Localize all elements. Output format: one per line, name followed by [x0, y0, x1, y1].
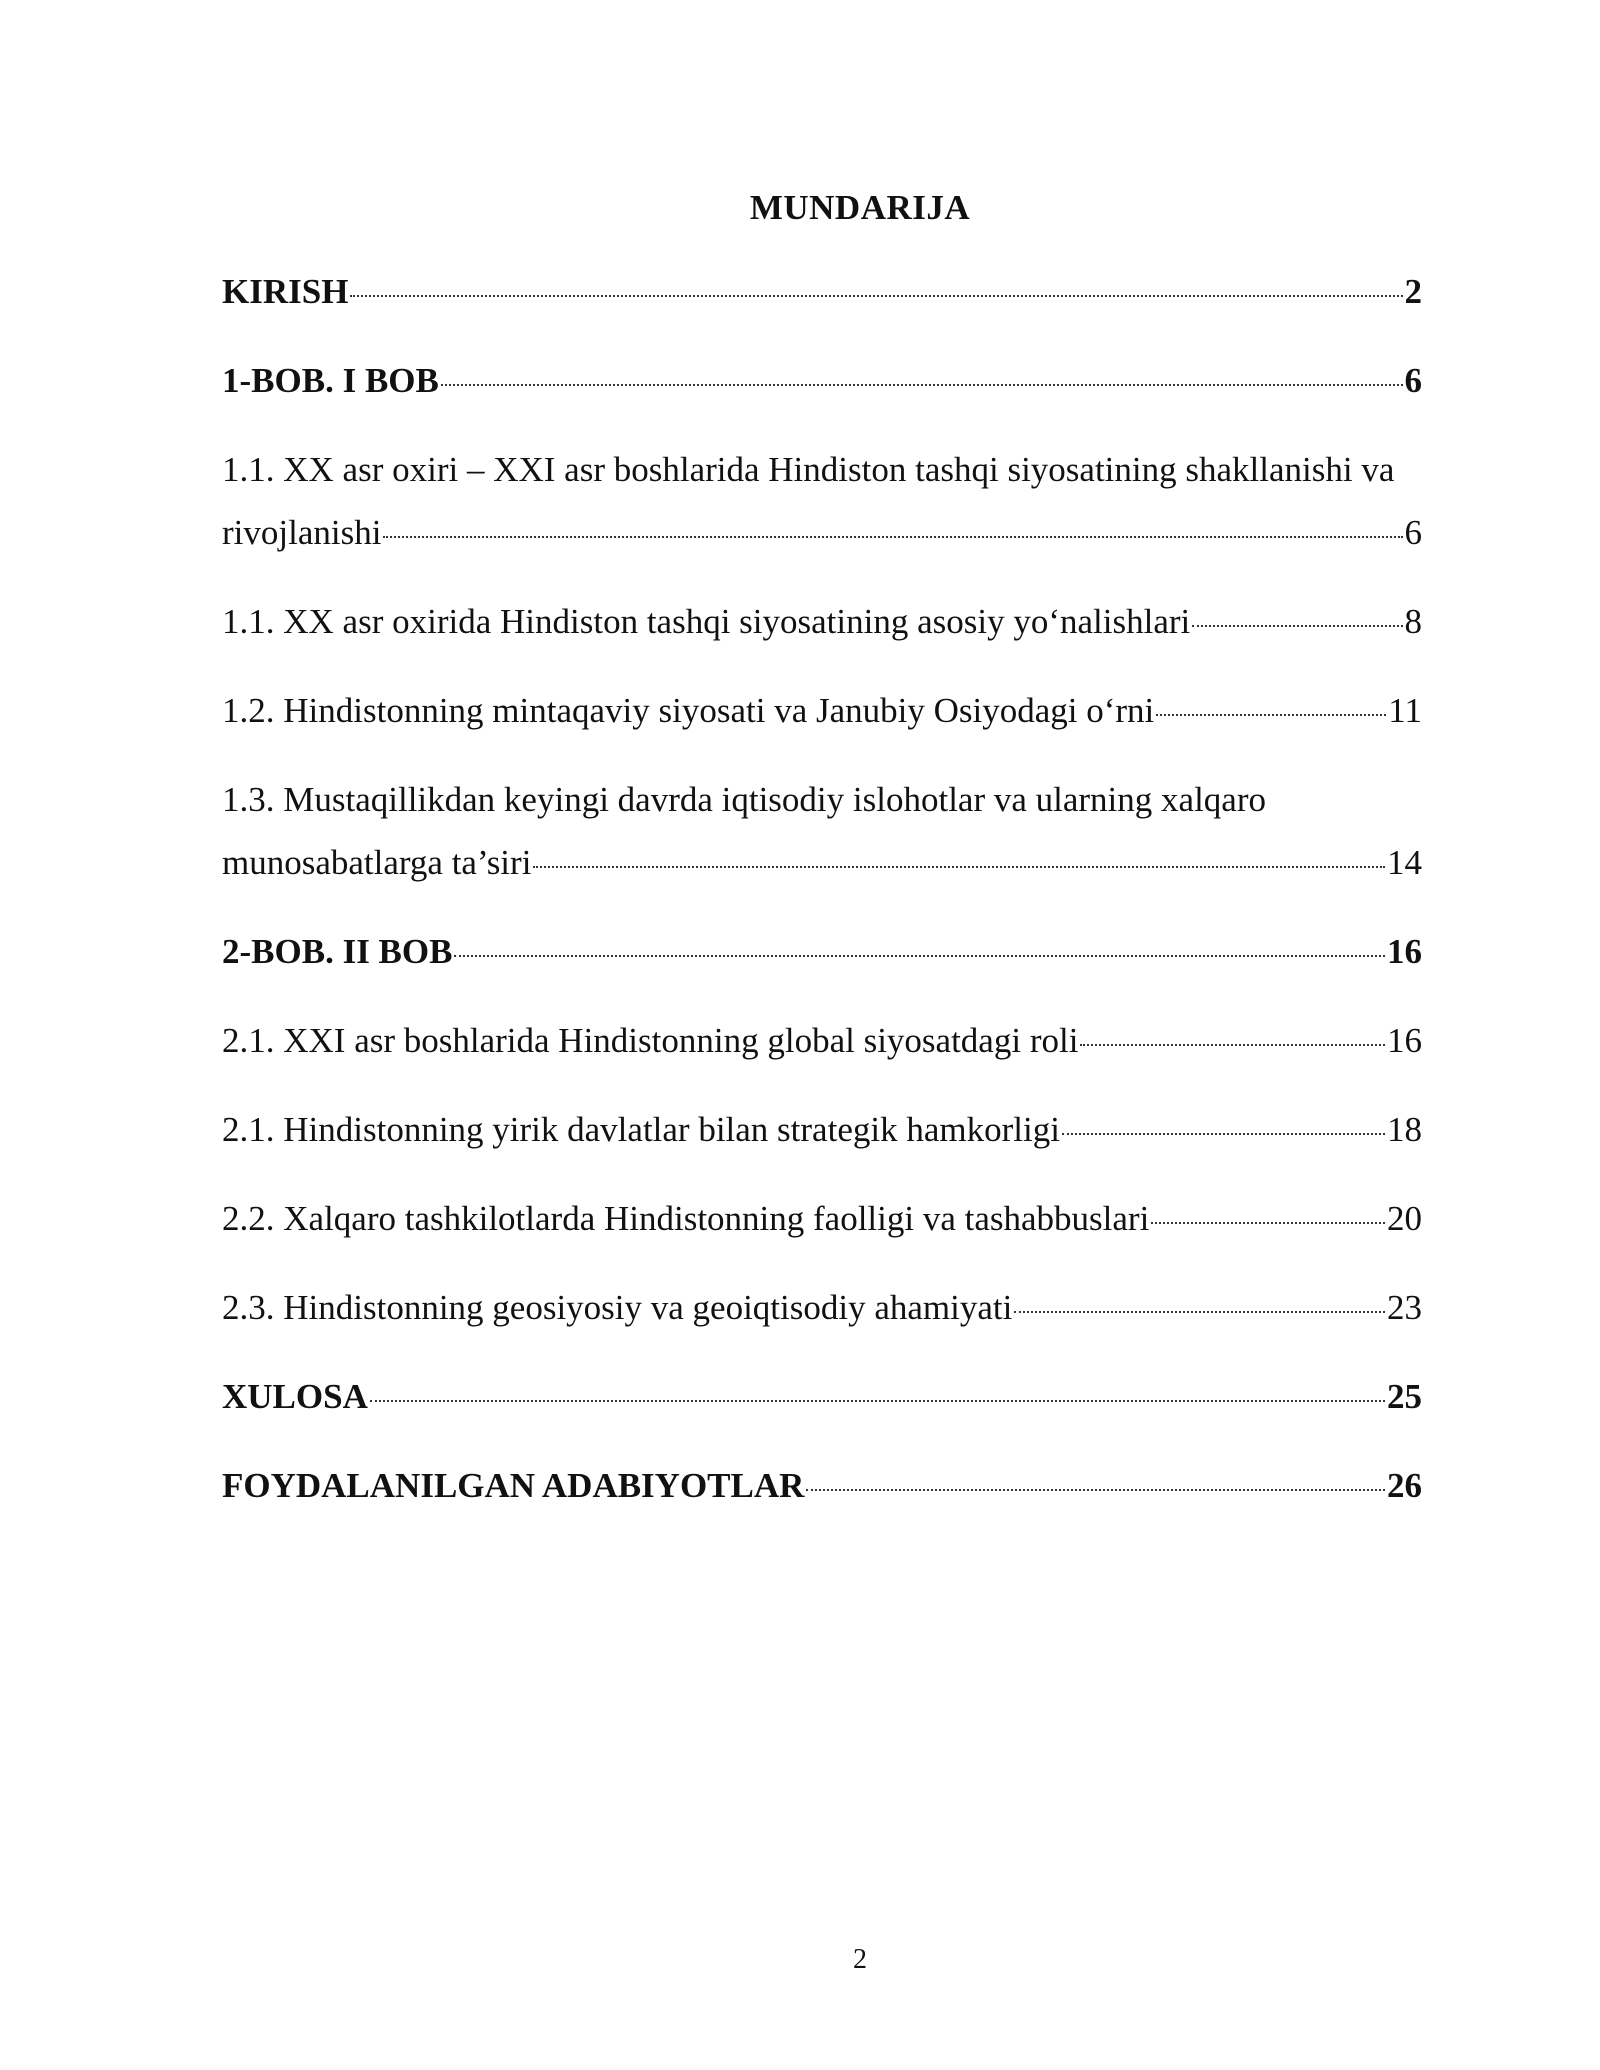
toc-entry-1-2[interactable] — [222, 679, 1422, 742]
toc-page-number: 16 — [1387, 1021, 1422, 1060]
toc-page-number: 2 — [1404, 272, 1422, 311]
toc-entry-label: 2.2. Xalqaro tashkilotlarda Hindistonning faolligi va tashabbuslari — [222, 1199, 1150, 1238]
dot-leader — [806, 1489, 1385, 1491]
toc-page-number: 20 — [1387, 1199, 1422, 1238]
toc-entry-first-line: 1.1. XX asr oxiri – XXI asr boshlarida Hindiston tashqi siyosatining shakllanishi va — [222, 450, 1395, 489]
dot-leader — [1192, 625, 1402, 627]
toc-entry-label: XULOSA — [222, 1377, 368, 1416]
toc-page-number: 25 — [1387, 1377, 1422, 1416]
dot-leader — [441, 384, 1403, 386]
toc-entry-2-2[interactable] — [222, 1187, 1422, 1250]
toc-entry-chapter-1[interactable] — [222, 349, 1422, 412]
dot-leader — [350, 295, 1402, 297]
dot-leader — [1156, 714, 1386, 716]
toc-entry-label: 1-BOB. I BOB — [222, 361, 439, 400]
toc-entry-label: 2-BOB. II BOB — [222, 932, 453, 971]
dot-leader — [1062, 1133, 1385, 1135]
toc-heading: MUNDARIJA — [749, 188, 971, 227]
toc-page-number: 14 — [1387, 843, 1422, 882]
toc-entry-bibliography[interactable] — [222, 1454, 1422, 1517]
toc-entry-1-1-a[interactable] — [222, 438, 1422, 564]
toc-entry-2-3[interactable] — [222, 1276, 1422, 1339]
toc-entry-2-1-a[interactable] — [222, 1009, 1422, 1072]
dot-leader — [1151, 1222, 1385, 1224]
toc-entry-label: munosabatlarga ta’siri — [222, 843, 532, 882]
toc-entry-label: 1.2. Hindistonning mintaqaviy siyosati va Janubiy Osiyodagi o‘rni — [222, 691, 1155, 730]
dot-leader — [533, 866, 1385, 868]
toc-entry-1-1-b[interactable] — [222, 590, 1422, 653]
toc-page-number: 11 — [1388, 691, 1422, 730]
toc-entry-label: 1.1. XX asr oxirida Hindiston tashqi siyosatining asosiy yo‘nalishlari — [222, 602, 1191, 641]
footer-page-number: 2 — [853, 1944, 867, 1975]
toc-page-number: 26 — [1387, 1466, 1422, 1505]
toc-entry-label: rivojlanishi — [222, 513, 382, 552]
toc-page-number: 6 — [1404, 513, 1422, 552]
toc-page-number: 16 — [1387, 932, 1422, 971]
toc-page-number: 23 — [1387, 1288, 1422, 1327]
toc-entry-label: 2.1. Hindistonning yirik davlatlar bilan strategik hamkorligi — [222, 1110, 1060, 1149]
table-of-contents — [222, 260, 1422, 1517]
toc-entry-label: FOYDALANILGAN ADABIYOTLAR — [222, 1466, 805, 1505]
toc-page-number: 18 — [1387, 1110, 1422, 1149]
toc-entry-label: 2.1. XXI asr boshlarida Hindistonning global siyosatdagi roli — [222, 1021, 1079, 1060]
dot-leader — [370, 1400, 1385, 1402]
toc-entry-first-line: 1.3. Mustaqillikdan keyingi davrda iqtisodiy islohotlar va ularning xalqaro — [222, 780, 1266, 819]
toc-entry-label: KIRISH — [222, 272, 349, 311]
toc-entry-xulosa[interactable] — [222, 1365, 1422, 1428]
toc-entry-kirish[interactable] — [222, 260, 1422, 323]
toc-entry-2-1-b[interactable] — [222, 1098, 1422, 1161]
toc-page-number: 6 — [1404, 361, 1422, 400]
toc-page-number: 8 — [1404, 602, 1422, 641]
dot-leader — [1014, 1311, 1385, 1313]
dot-leader — [383, 536, 1402, 538]
dot-leader — [454, 955, 1385, 957]
toc-entry-label: 2.3. Hindistonning geosiyosiy va geoiqtisodiy ahamiyati — [222, 1288, 1013, 1327]
dot-leader — [1080, 1044, 1385, 1046]
toc-entry-1-3[interactable] — [222, 768, 1422, 894]
toc-entry-chapter-2[interactable] — [222, 920, 1422, 983]
